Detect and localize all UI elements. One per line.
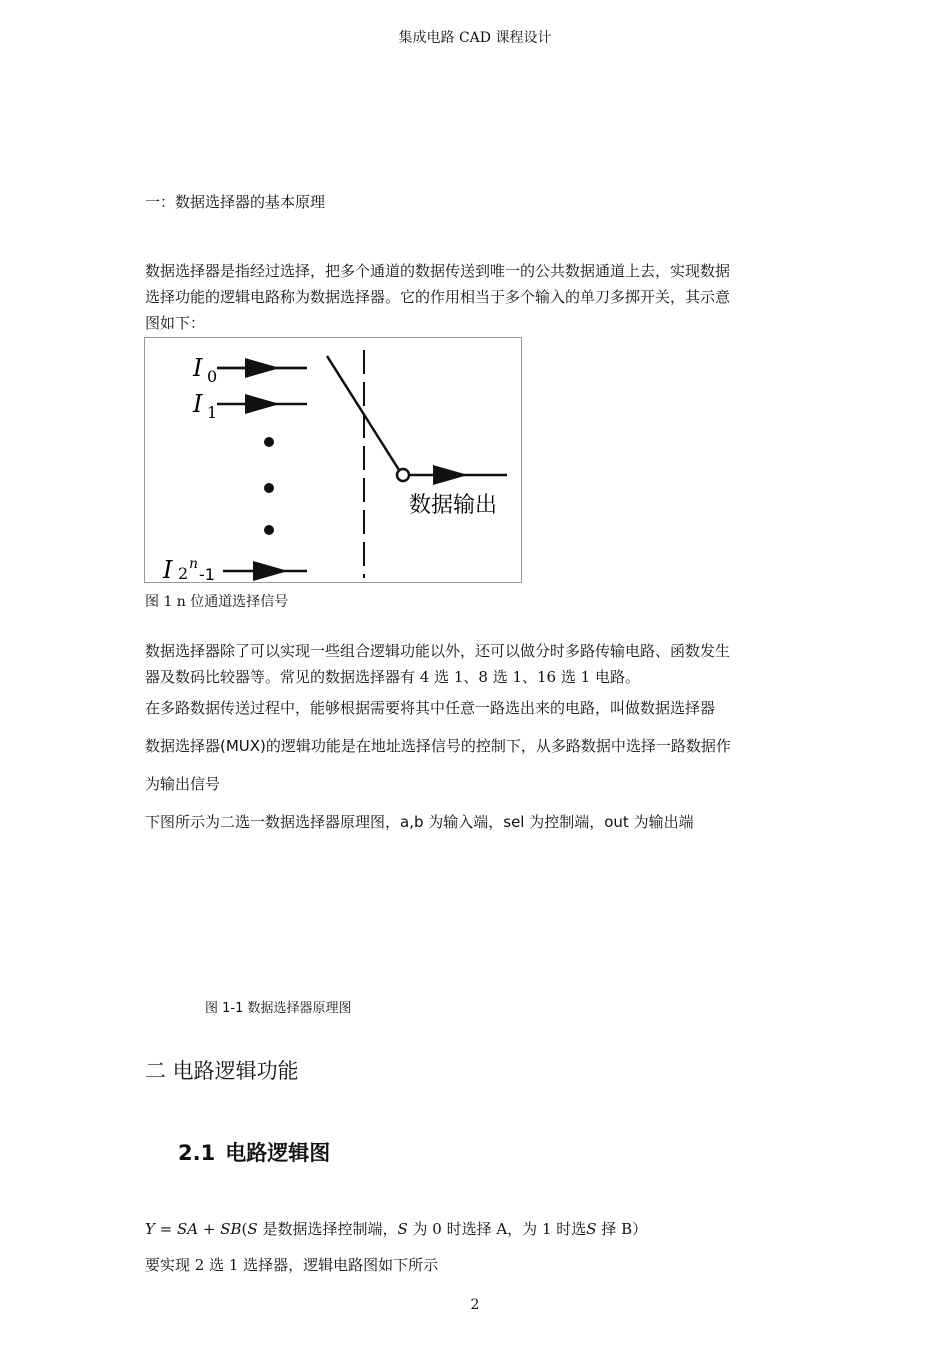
input-label-in: I [163,556,173,582]
ellipsis-dot-1 [264,437,274,447]
intro-line-1: 数据选择器是指经过选择，把多个通道的数据传送到唯一的公共数据通道上去，实现数据 [145,262,731,280]
figure2-caption: 图 1-1 数据选择器原理图 [205,1001,352,1016]
logic-formula [145,1216,647,1242]
formula-s2: S [397,1220,408,1238]
input-subscript-2: 2 [178,564,189,582]
figure1-caption: 图 1 n 位通道选择信号 [145,594,289,610]
para2-line-2: 器及数码比较器等。常见的数据选择器有 4 选 1、8 选 1、16 选 1 电路。 [145,668,640,686]
formula-lhs: Y = SA + SB [145,1220,242,1238]
para4-line-1: 数据选择器(MUX)的逻辑功能是在地址选择信号的控制下，从多路数据中选择一路数据作 [145,737,731,755]
page-header: 集成电路 CAD 课程设计 [398,30,552,46]
subsection-heading [178,1137,330,1167]
mux-switch-diagram [145,338,521,582]
input-minus-one: -1 [199,565,215,582]
para4-line-2: 为输出信号 [145,775,221,793]
intro-line-3: 图如下： [145,314,206,332]
subsection-number: 2.1 [178,1141,216,1165]
switch-pivot [397,469,409,481]
formula-text-2: 为 0 时选择 A，为 1 时选 [407,1220,587,1238]
formula-text-1: 是数据选择控制端， [257,1220,398,1238]
section1-heading: 一：数据选择器的基本原理 [145,193,326,211]
input-label-i1: I [193,390,203,418]
input-superscript-n: n [189,556,199,572]
section2-heading: 二 电路逻辑功能 [145,1059,299,1083]
input-label-i0: I [193,354,203,382]
input-subscript-1: 1 [207,403,218,422]
formula-text-3: 择 B） [596,1220,648,1238]
output-label: 数据输出 [409,493,498,518]
para2-line-1: 数据选择器除了可以实现一些组合逻辑功能以外，还可以做分时多路传输电路、函数发生 [145,642,731,660]
mux-switch-figure [144,337,522,583]
formula-s1: S [247,1220,258,1238]
input-subscript-0: 0 [207,367,218,386]
formula-s3: S [586,1220,597,1238]
page-number: 2 [470,1297,480,1313]
formula-paren: ( [241,1220,248,1238]
para5-line: 下图所示为二选一数据选择器原理图，a,b 为输入端，sel 为控制端，out 为输出端 [145,813,694,831]
ellipsis-dot-2 [264,483,274,493]
last-line: 要实现 2 选 1 选择器，逻辑电路图如下所示 [145,1256,439,1274]
subsection-title: 电路逻辑图 [225,1141,331,1165]
intro-line-2: 选择功能的逻辑电路称为数据选择器。它的作用相当于多个输入的单刀多掷开关，其示意 [145,288,731,306]
para3-line: 在多路数据传送过程中，能够根据需要将其中任意一路选出来的电路，叫做数据选择器 [145,699,716,717]
ellipsis-dot-3 [264,525,274,535]
